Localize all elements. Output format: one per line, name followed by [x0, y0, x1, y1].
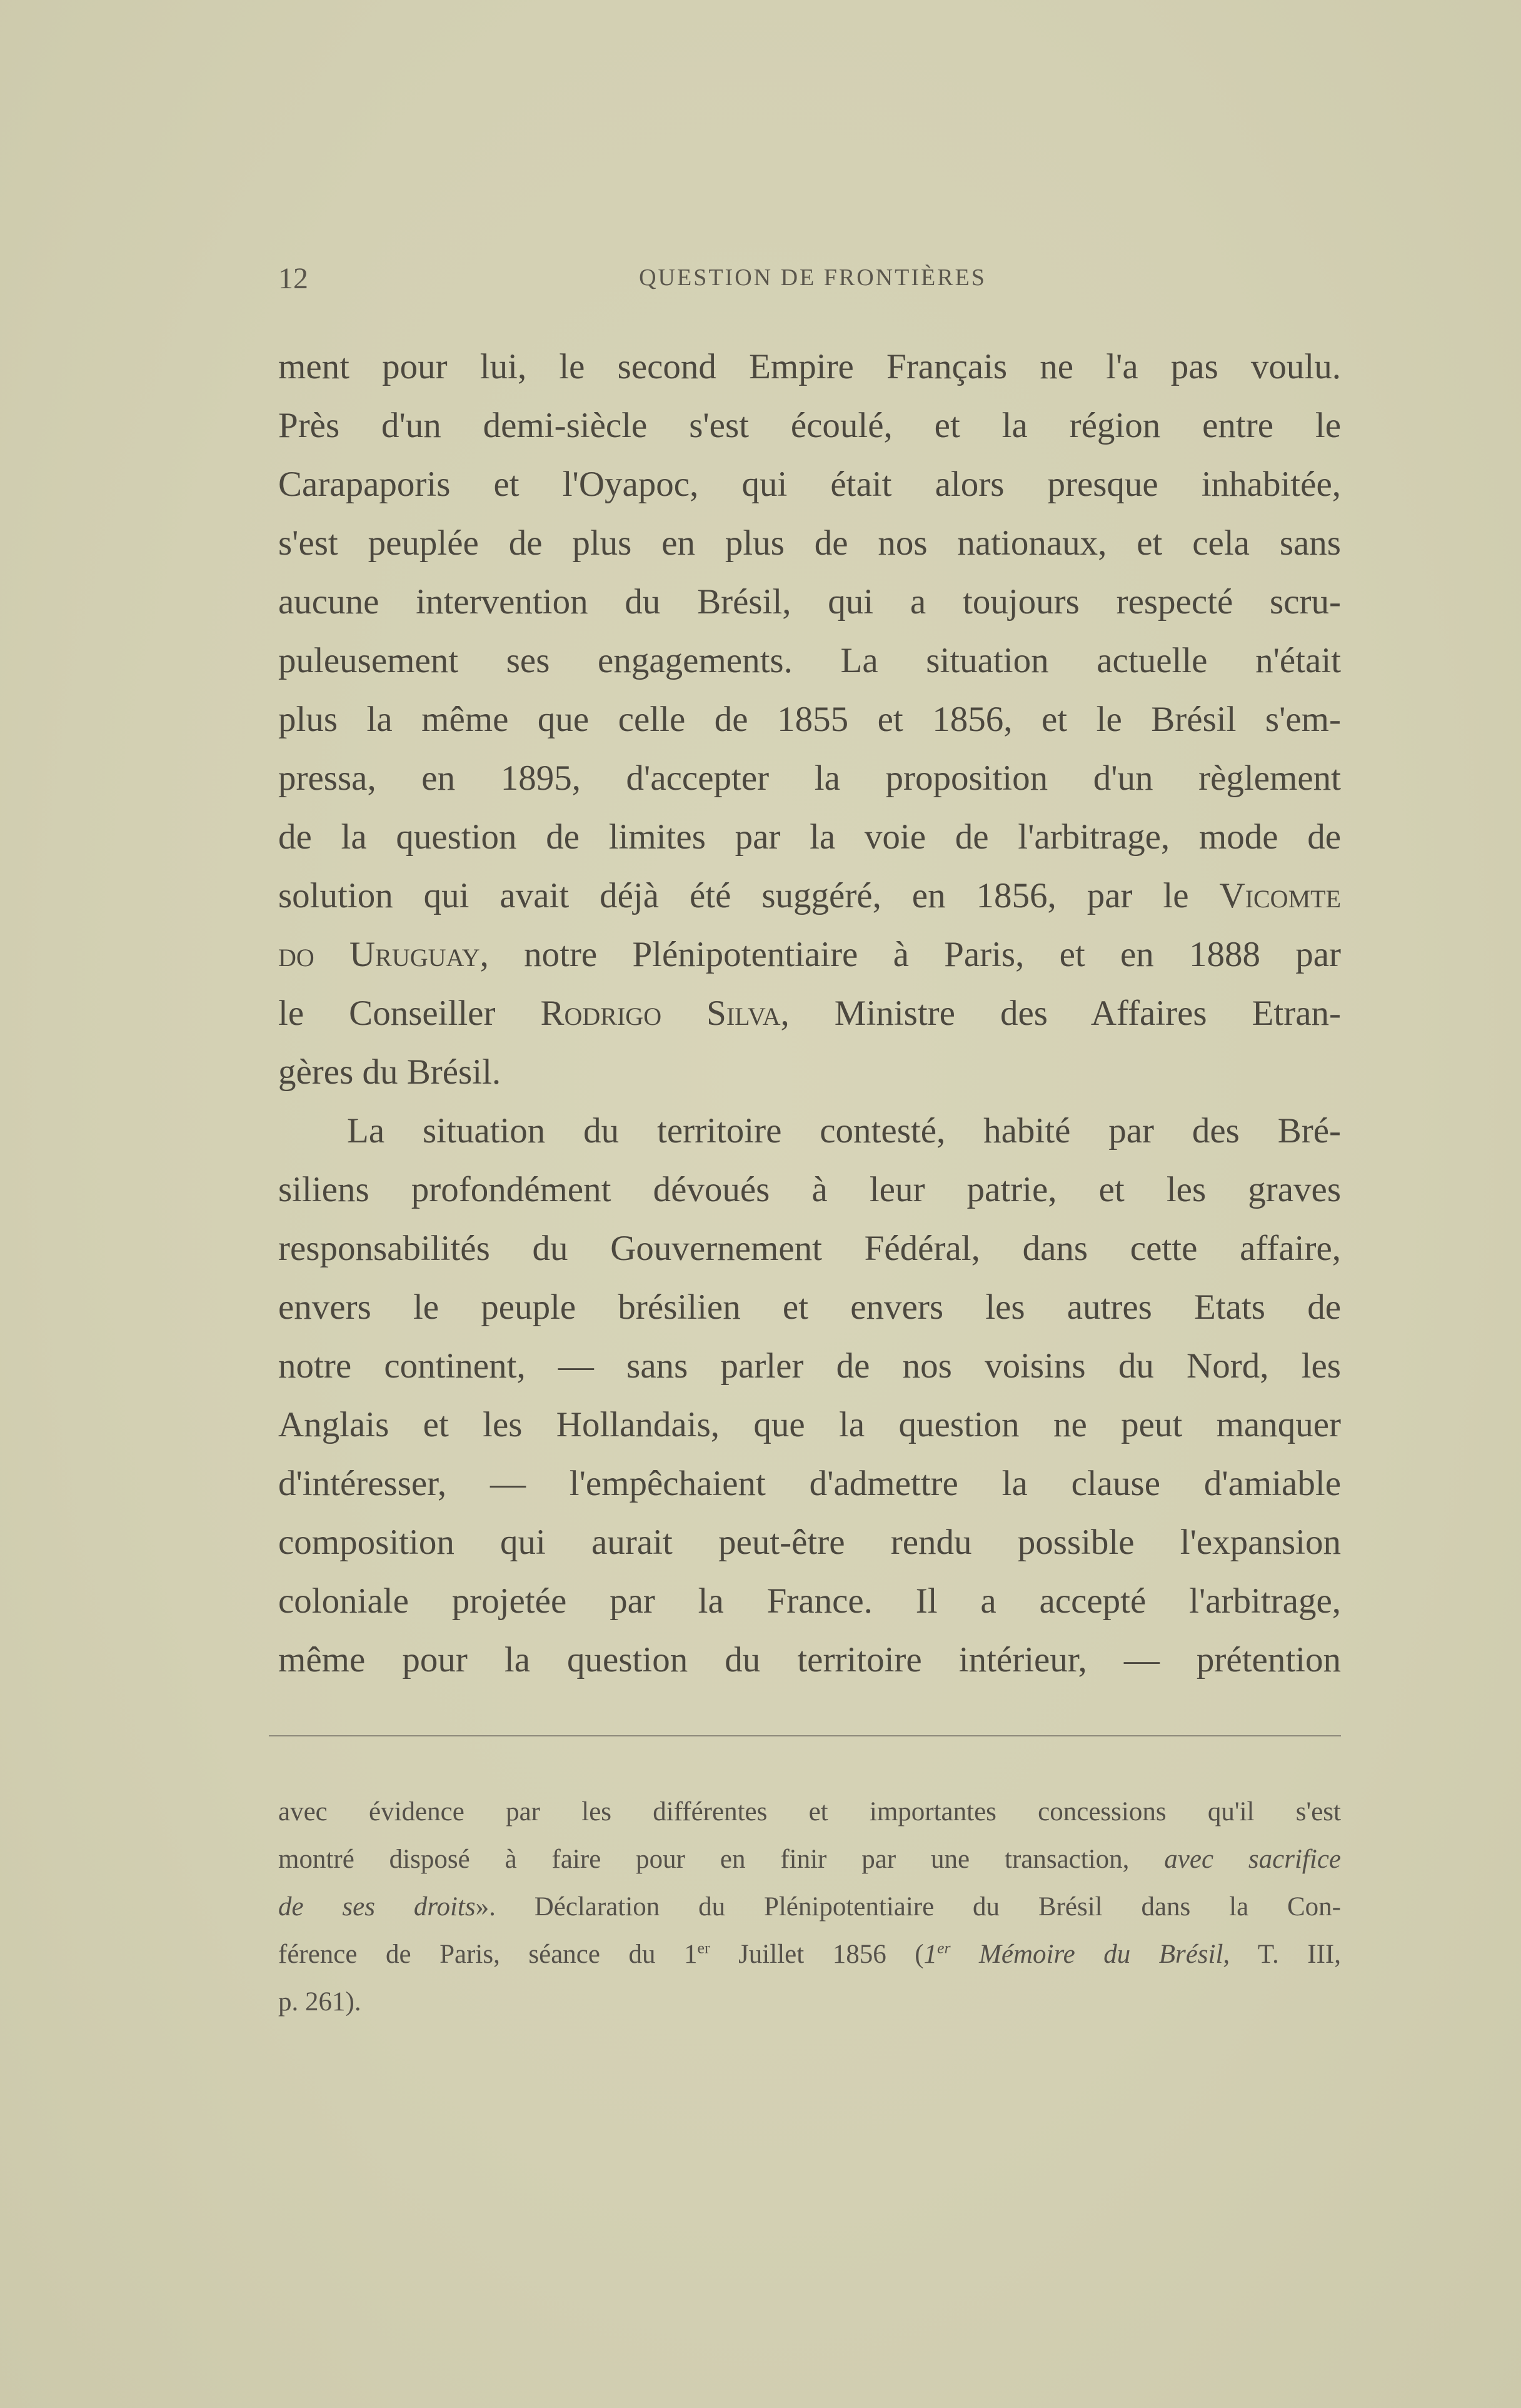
- footnote-line: p. 261).: [278, 1987, 361, 2017]
- running-head: [278, 261, 1341, 299]
- person-name: Vicomte: [1219, 876, 1341, 915]
- superscript: er: [937, 1938, 951, 1957]
- text-line: gères du Brésil.: [278, 1052, 501, 1092]
- superscript: er: [697, 1938, 710, 1957]
- text-line: Carapaporis et l'Oyapoc, qui était alors presque inhabitée,: [278, 465, 1341, 504]
- footnote: [278, 1788, 1341, 2026]
- text-line: responsabilités du Gouvernement Fédéral, dans cette affaire,: [278, 1229, 1341, 1268]
- text-segment: le Conseiller: [278, 994, 496, 1033]
- text-segment: solution qui avait déjà été suggéré, en 1856, par le: [278, 876, 1189, 915]
- text-line: [278, 925, 1341, 984]
- text-line: siliens profondément dévoués à leur patrie, et les graves: [278, 1170, 1341, 1209]
- text-line: La situation du territoire contesté, habité par des Bré-: [347, 1111, 1341, 1151]
- text-segment: Juillet 1856 (: [710, 1940, 924, 1969]
- text-line: pressa, en 1895, d'accepter la proposition d'un règlement: [278, 758, 1341, 798]
- footnote-line: [278, 1931, 1341, 1978]
- running-title: QUESTION DE FRONTIÈRES: [639, 264, 986, 291]
- text-segment: T. III,: [1230, 1940, 1341, 1969]
- person-name: Rodrigo Silva: [540, 994, 781, 1033]
- text-line: notre continent, — sans parler de nos voisins du Nord, les: [278, 1346, 1341, 1386]
- text-line: [278, 984, 1341, 1043]
- italic-text: 1: [923, 1940, 938, 1969]
- text-line: de la question de limites par la voie de l'arbitrage, mode de: [278, 817, 1341, 857]
- person-name: do: [278, 935, 314, 974]
- text-segment: , Ministre des Affaires Etran-: [780, 994, 1342, 1033]
- footnote-line: [278, 1883, 1341, 1931]
- text-line: envers le peuple brésilien et envers les autres Etats de: [278, 1287, 1341, 1327]
- text-line: plus la même que celle de 1855 et 1856, et le Brésil s'em-: [278, 700, 1341, 739]
- text-line: Anglais et les Hollandais, que la question ne peut manquer: [278, 1405, 1341, 1444]
- text-line: même pour la question du territoire intérieur, — prétention: [278, 1640, 1341, 1680]
- text-line: aucune intervention du Brésil, qui a toujours respecté scru-: [278, 582, 1341, 622]
- text-line: d'intéresser, — l'empêchaient d'admettre la clause d'amiable: [278, 1464, 1341, 1503]
- text-line: s'est peuplée de plus en plus de nos nationaux, et cela sans: [278, 523, 1341, 563]
- body-text: [278, 338, 1341, 1690]
- italic-text: de ses droits: [278, 1892, 476, 1922]
- text-line: composition qui aurait peut-être rendu possible l'expansion: [278, 1523, 1341, 1562]
- footnote-line: avec évidence par les différentes et importantes concessions qu'il s'est: [278, 1797, 1341, 1826]
- person-name: Uruguay: [349, 935, 480, 974]
- text-line: ment pour lui, le second Empire Français ne l'a pas voulu.: [278, 347, 1341, 386]
- italic-text: Mémoire du Brésil,: [950, 1940, 1230, 1969]
- text-line: [278, 867, 1341, 925]
- text-segment: férence de Paris, séance du 1: [278, 1940, 698, 1969]
- text-segment: , notre Plénipotentiaire à Paris, et en 1888 par: [479, 935, 1342, 974]
- footnote-divider: [269, 1735, 1341, 1736]
- italic-text: avec sacrifice: [1164, 1845, 1341, 1874]
- text-segment: montré disposé à faire pour en finir par une transaction,: [278, 1845, 1130, 1874]
- text-line: coloniale projetée par la France. Il a accepté l'arbitrage,: [278, 1581, 1341, 1621]
- text-segment: ». Déclaration du Plénipotentiaire du Brésil dans la Con-: [475, 1892, 1341, 1922]
- text-line: puleusement ses engagements. La situation actuelle n'était: [278, 641, 1341, 680]
- page-number: 12: [278, 262, 308, 295]
- footnote-line: [278, 1836, 1341, 1883]
- text-line: Près d'un demi-siècle s'est écoulé, et la région entre le: [278, 406, 1341, 445]
